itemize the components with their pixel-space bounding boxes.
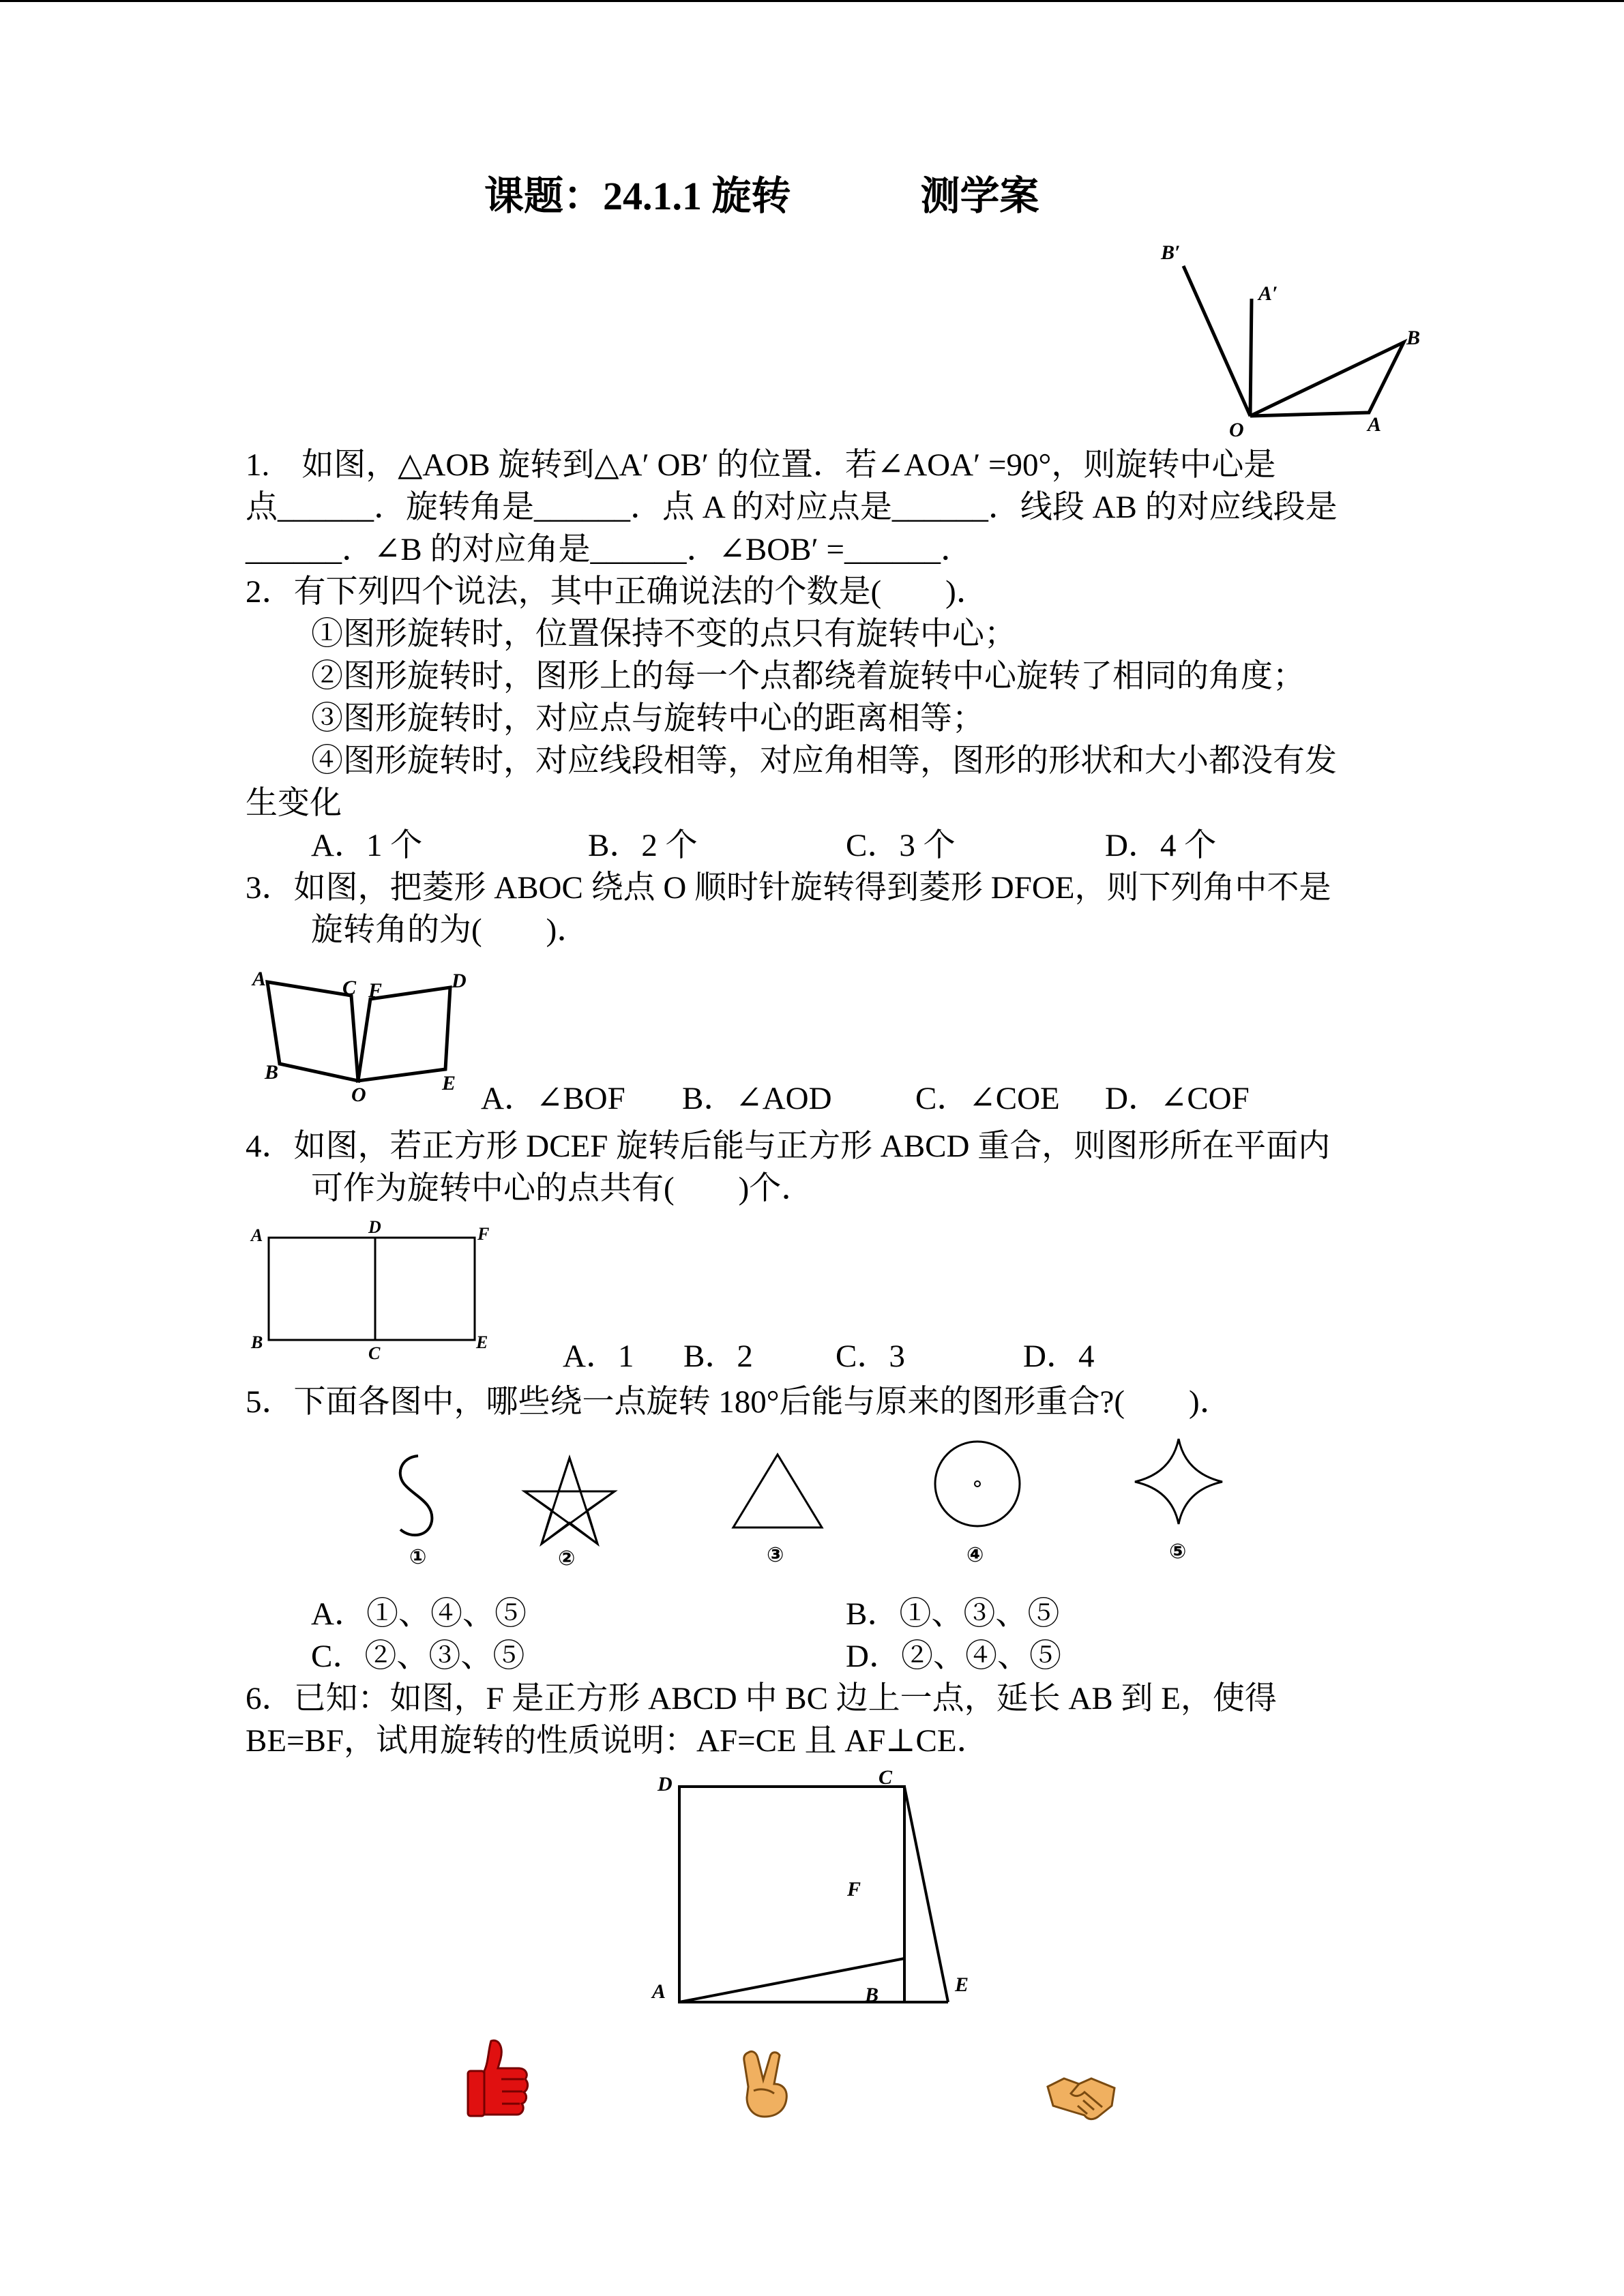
q1-figure xyxy=(1153,232,1439,443)
q3-label-e: E xyxy=(442,1072,456,1094)
q6-label-a: A xyxy=(652,1980,666,2003)
q5-figure-star xyxy=(522,1452,617,1568)
q5-option-a: A．①、④、⑤ xyxy=(311,1596,527,1632)
q3-label-d: D xyxy=(452,970,467,992)
title-main: 课题：24.1.1 旋转 xyxy=(484,174,791,218)
q5-figure-s-curve xyxy=(385,1449,454,1569)
q6-label-c: C xyxy=(879,1766,893,1789)
q4-label-f: F xyxy=(477,1224,490,1244)
q3-option-c: C．∠COE xyxy=(915,1081,1060,1116)
q3-line-1: 3．如图，把菱形 ABOC 绕点 O 顺时针旋转得到菱形 DFOE，则下列角中不是 xyxy=(246,870,1331,906)
circle-shape xyxy=(935,1442,1020,1526)
q5-figure-circle xyxy=(931,1439,1027,1568)
triangle-shape xyxy=(733,1455,822,1527)
q6-label-d: D xyxy=(658,1773,673,1795)
q5-option-c: C．②、③、⑤ xyxy=(311,1639,525,1674)
q1-label-o: O xyxy=(1229,419,1244,441)
q3-label-c: C xyxy=(342,976,357,999)
title-sub: 测学案 xyxy=(920,174,1039,218)
q1-label-b-prime: B′ xyxy=(1161,241,1181,264)
q3-label-a: A xyxy=(252,968,267,990)
q2-continuation: 生变化 xyxy=(246,786,342,821)
q3-label-b: B xyxy=(265,1061,279,1084)
q4-option-b: B．2 xyxy=(683,1339,753,1374)
q5-stem: 5．下面各图中，哪些绕一点旋转 180°后能与原来的图形重合?( )． xyxy=(246,1384,1232,1420)
s-curve-shape xyxy=(400,1456,432,1535)
q6-label-b: B xyxy=(865,1984,879,2006)
q5-figure-four-point-star xyxy=(1132,1435,1228,1565)
q6-label-e: E xyxy=(955,1973,969,1996)
q1-line-1: 1. 如图，△AOB 旋转到△A′ OB′ 的位置．若∠AOA′ =90°，则旋转中心是 xyxy=(246,447,1276,483)
four-point-star-shape xyxy=(1135,1439,1222,1524)
q6-label-f: F xyxy=(847,1878,861,1900)
q5-number-4: ④ xyxy=(966,1543,984,1567)
q1-triangle-aob xyxy=(1250,342,1404,416)
q1-label-b: B xyxy=(1406,327,1421,349)
q2-stem: 2．有下列四个说法，其中正确说法的个数是( )． xyxy=(246,574,988,610)
q1-label-a-prime: A′ xyxy=(1258,282,1278,305)
q5-figure-triangle xyxy=(730,1449,825,1565)
q6-figure xyxy=(648,1766,989,2018)
q2-statement-1: ①图形旋转时，位置保持不变的点只有旋转中心； xyxy=(311,616,1016,652)
q4-label-b: B xyxy=(251,1332,263,1352)
q4-option-c: C．3 xyxy=(836,1339,905,1374)
q2-option-c: C．3 个 xyxy=(846,828,956,863)
q3-line-2: 旋转角的为( )． xyxy=(311,912,589,948)
q5-option-d: D．②、④、⑤ xyxy=(846,1639,1061,1674)
q5-option-b: B．①、③、⑤ xyxy=(846,1596,1060,1632)
q3-label-o: O xyxy=(351,1084,366,1106)
q3-figure xyxy=(246,961,491,1105)
q4-option-a: A．1 xyxy=(563,1339,634,1374)
q1-triangle-a-o-b-prime xyxy=(1183,266,1252,416)
q2-statement-2: ②图形旋转时，图形上的每一个点都绕着旋转中心旋转了相同的角度； xyxy=(311,659,1305,694)
q4-figure xyxy=(246,1217,505,1364)
q4-label-e: E xyxy=(476,1332,488,1352)
q2-option-a: A．1 个 xyxy=(311,828,423,863)
q2-option-b: B．2 个 xyxy=(588,828,698,863)
q2-option-d: D．4 个 xyxy=(1105,828,1217,863)
q6-line-1: 6．已知：如图，F 是正方形 ABCD 中 BC 边上一点，延长 AB 到 E，使得 xyxy=(246,1681,1277,1716)
circle-center xyxy=(975,1481,980,1487)
q1-line-3: ______．∠B 的对应角是______．∠BOB′ =______． xyxy=(246,532,973,567)
q4-label-a: A xyxy=(251,1225,263,1245)
thumbs-up-icon xyxy=(464,2036,532,2124)
q6-segment-ce xyxy=(904,1787,948,2002)
q3-label-f: F xyxy=(368,979,383,1002)
q6-square-abcd xyxy=(679,1787,904,2002)
q2-statement-3: ③图形旋转时，对应点与旋转中心的距离相等； xyxy=(311,701,984,736)
q3-option-d: D．∠COF xyxy=(1105,1081,1250,1116)
q6-line-2: BE=BF，试用旋转的性质说明：AF=CE 且 AF⊥CE． xyxy=(246,1723,989,1759)
handshake-icon xyxy=(1044,2066,1119,2128)
q5-number-2: ② xyxy=(558,1547,576,1570)
q3-option-b: B．∠AOD xyxy=(682,1081,832,1116)
q5-number-1: ① xyxy=(409,1545,427,1569)
q2-statement-4: ④图形旋转时，对应线段相等，对应角相等，图形的形状和大小都没有发 xyxy=(311,743,1337,779)
q1-line-2: 点______．旋转角是______．点 A 的对应点是______．线段 AB 的对应线段是 xyxy=(246,490,1338,525)
victory-hand-icon xyxy=(733,2046,801,2121)
q4-label-c: C xyxy=(368,1343,381,1363)
q5-number-5: ⑤ xyxy=(1169,1540,1187,1564)
q1-label-a: A xyxy=(1368,413,1382,436)
q4-option-d: D．4 xyxy=(1023,1339,1095,1374)
q5-number-3: ③ xyxy=(767,1543,784,1567)
top-border xyxy=(0,0,1624,2)
page-title xyxy=(484,164,1039,221)
q4-rectangle-abef xyxy=(269,1238,475,1340)
q4-label-d: D xyxy=(368,1217,381,1237)
q3-option-a: A．∠BOF xyxy=(481,1081,625,1116)
q4-line-2: 可作为旋转中心的点共有( )个． xyxy=(311,1171,814,1206)
q4-line-1: 4．如图，若正方形 DCEF 旋转后能与正方形 ABCD 重合，则图形所在平面内 xyxy=(246,1129,1331,1164)
pentagram-inner xyxy=(525,1458,615,1544)
